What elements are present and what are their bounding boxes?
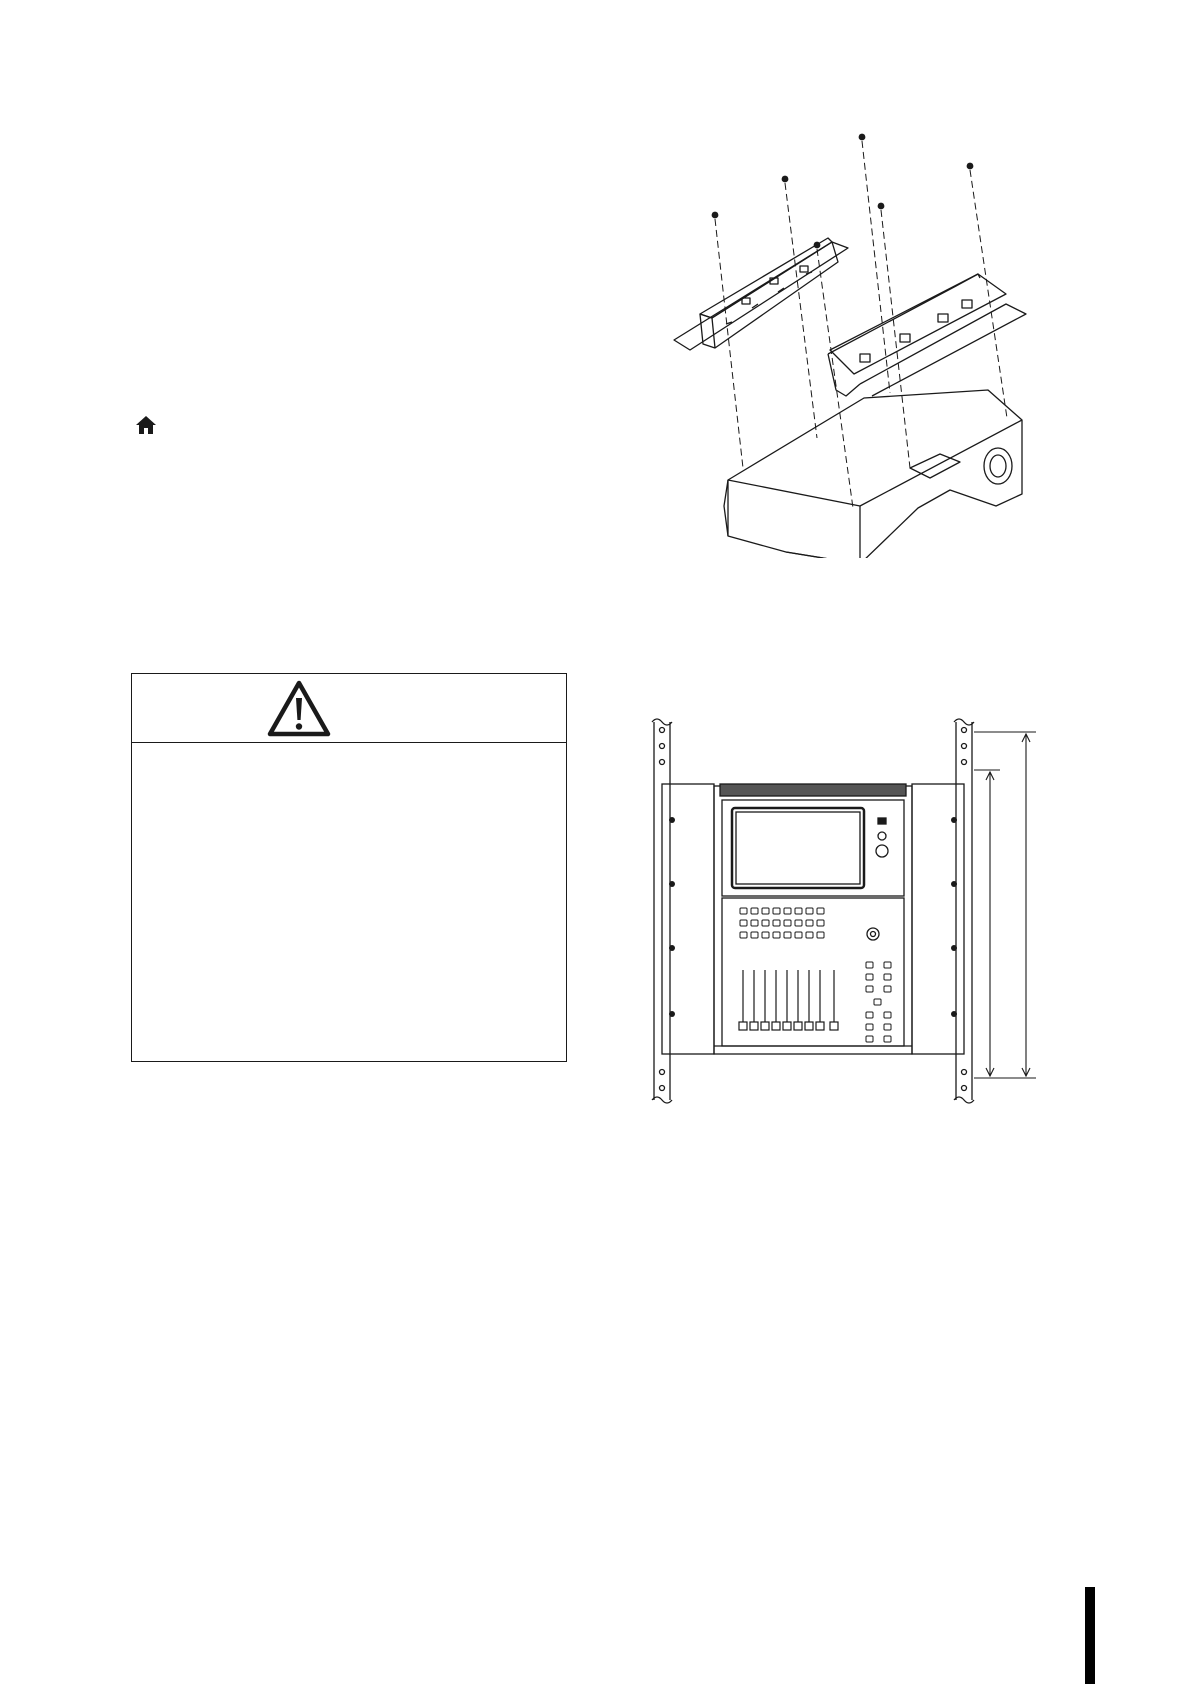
caution-box [131,673,567,1062]
screw-icon [712,134,974,249]
warning-triangle-icon [267,680,331,738]
left-rack-bracket [674,238,848,350]
right-rack-bracket [828,274,1026,396]
caution-body [132,743,566,1061]
rack-bracket-exploded-figure [660,128,1040,558]
console-body [714,784,912,1054]
console-base [724,390,1022,558]
console-rack-mounted-figure [648,708,1048,1108]
dimension-lines [974,732,1036,1078]
caution-header [132,674,566,743]
page-edge-tab [1085,1587,1095,1684]
home-icon[interactable] [134,414,158,436]
